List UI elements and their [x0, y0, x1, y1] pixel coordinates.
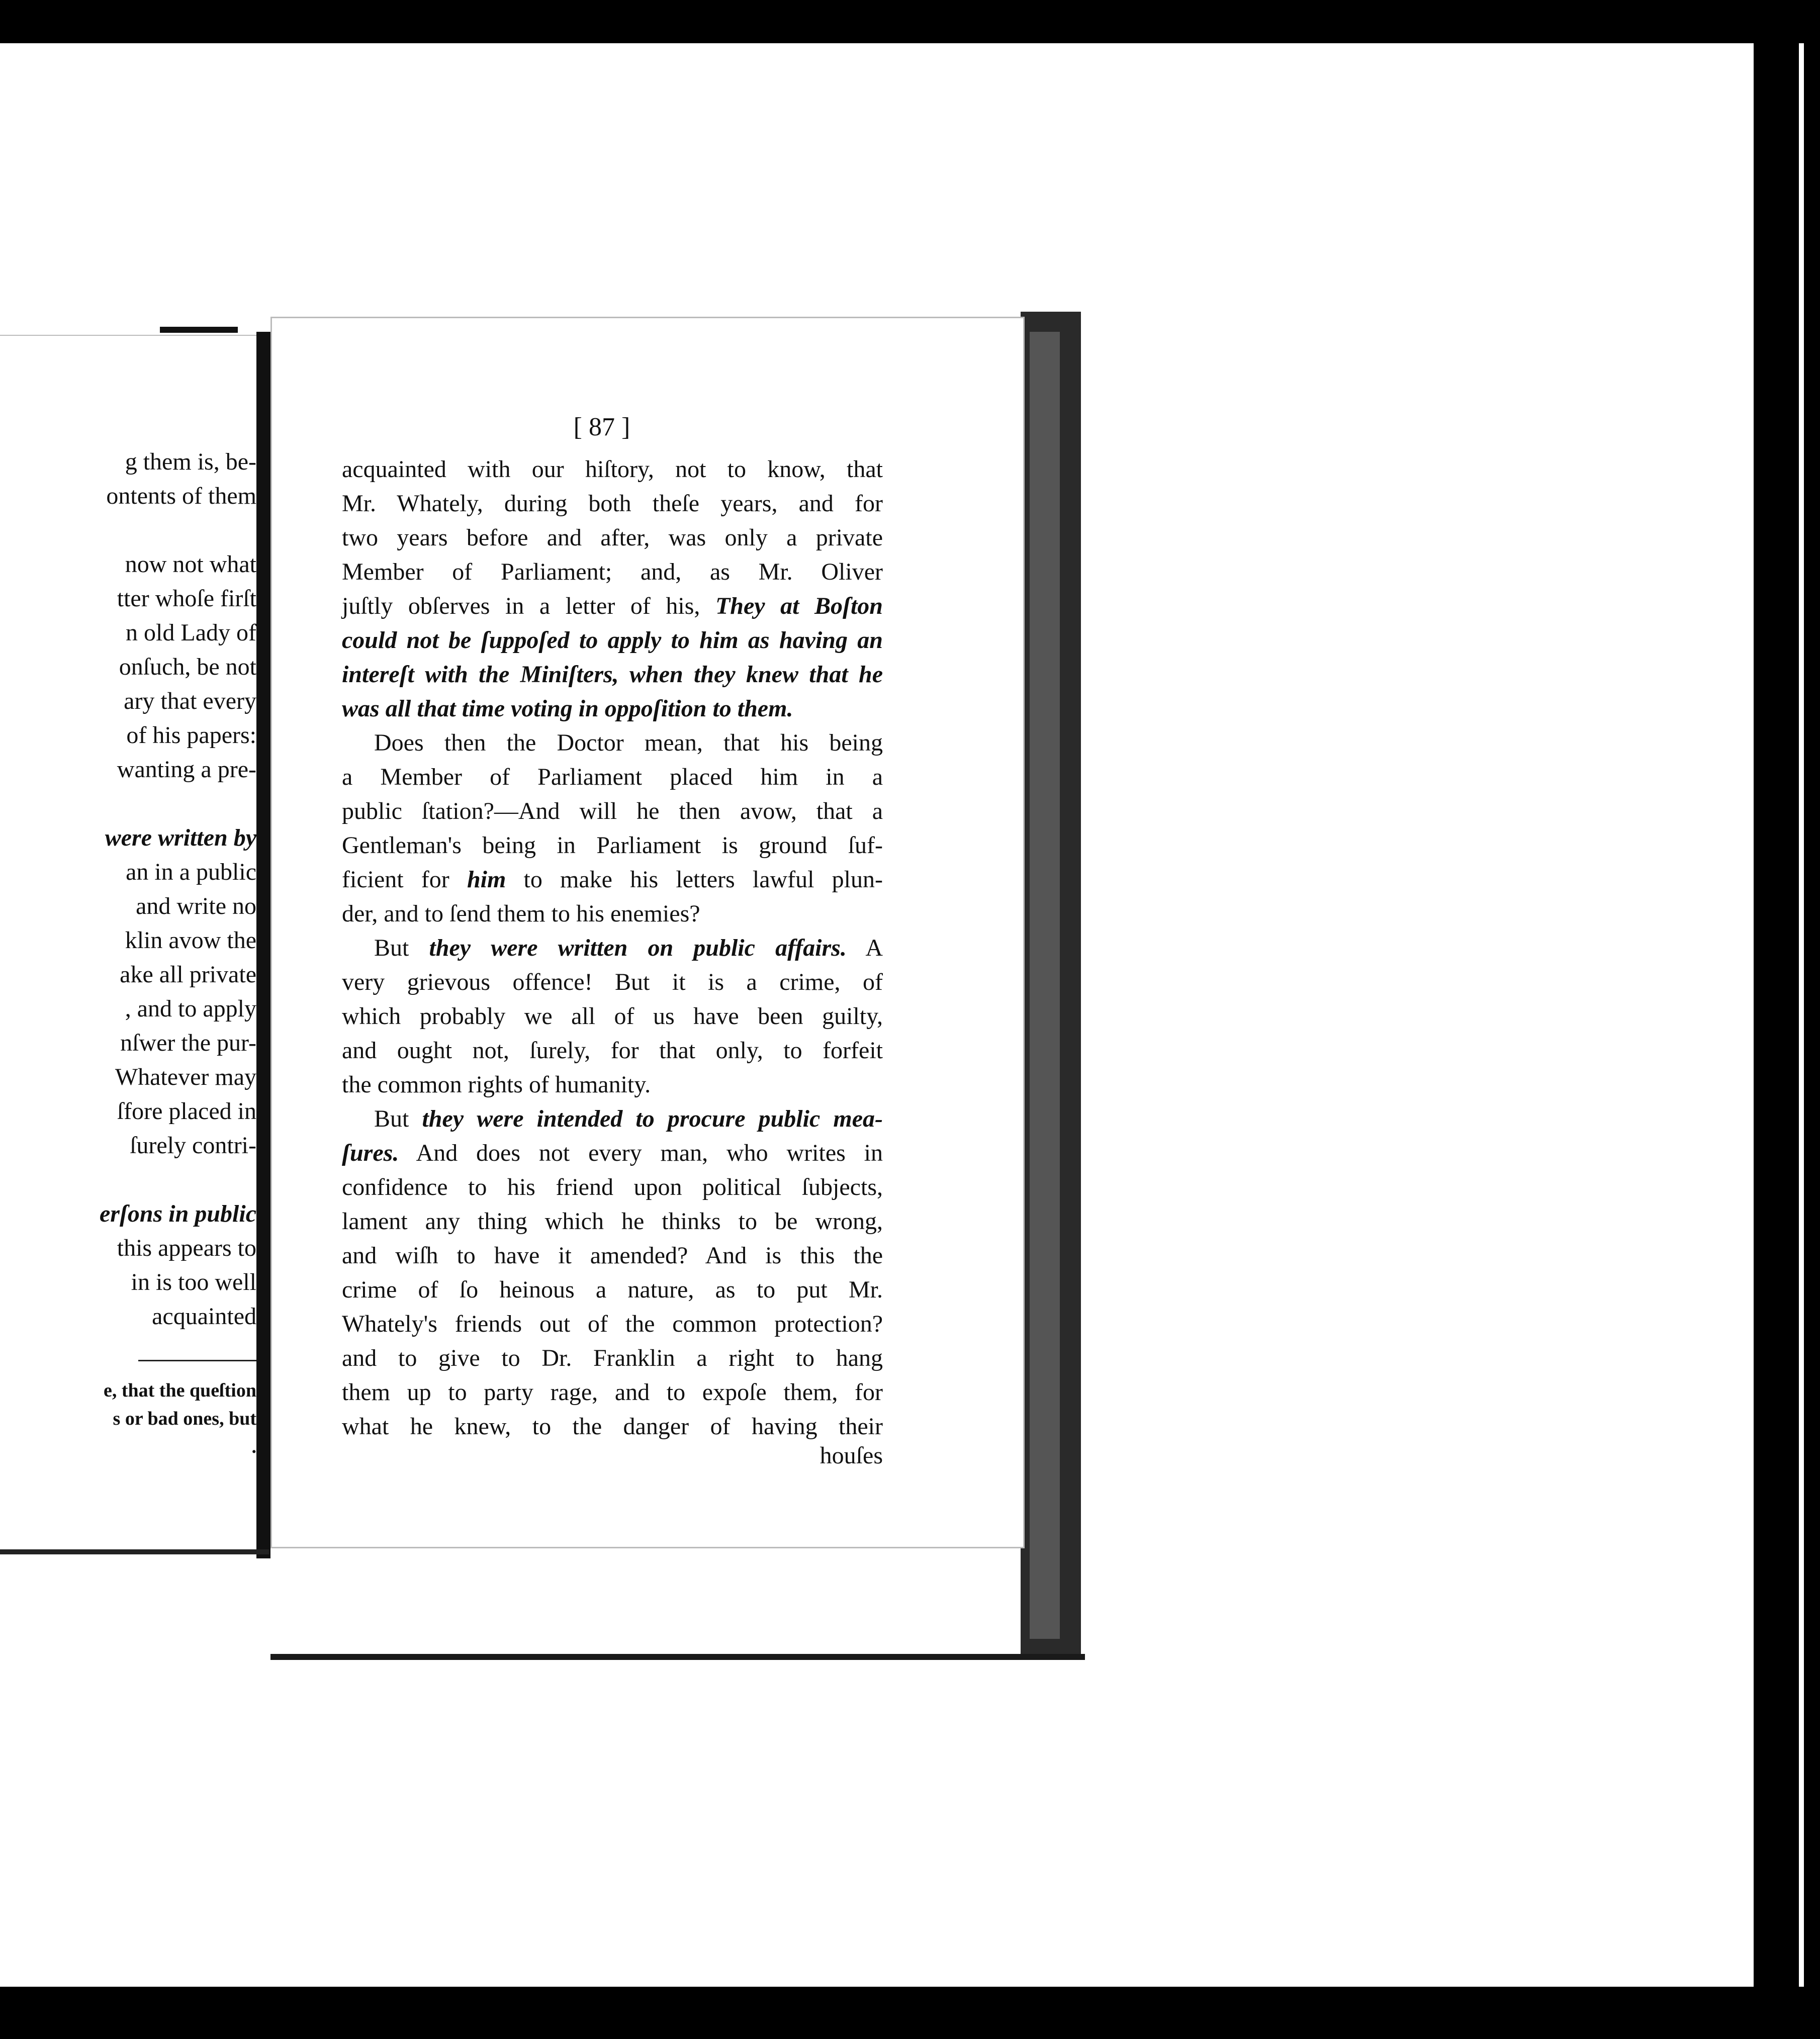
text-segment: and to give to Dr. Franklin a right to hang: [342, 1345, 883, 1371]
text-line: [342, 965, 883, 999]
text-line: [0, 1163, 256, 1197]
left-page-footnote: [0, 1376, 256, 1461]
text-line: [0, 513, 256, 547]
text-segment: ficient for: [342, 866, 467, 893]
text-segment: They at Boſton: [715, 593, 883, 619]
text-line: [342, 1034, 883, 1068]
text-line: erſons in public: [99, 1200, 256, 1227]
text-segment: confidence to his friend upon political ſubjects,: [342, 1174, 883, 1200]
text-segment: which probably we all of us have been guilty,: [342, 1003, 883, 1030]
text-line: this appears to: [117, 1235, 256, 1261]
text-segment: But: [374, 935, 429, 961]
text-line: now not what: [125, 551, 256, 578]
text-segment: Mr. Whately, during both theſe years, and for: [342, 490, 883, 517]
text-line: and write no: [136, 893, 256, 919]
text-line: [342, 1410, 883, 1444]
text-segment: them up to party rage, and to expoſe them, for: [342, 1379, 883, 1406]
text-line: [342, 658, 883, 692]
text-segment: could not be ſuppoſed to apply to him as having an: [342, 627, 883, 654]
text-line: [342, 452, 883, 487]
footnote-line: s or bad ones, but: [113, 1408, 256, 1429]
text-segment: Gentleman's being in Parliament is ground ſuf-: [342, 832, 883, 859]
text-line: [342, 931, 883, 965]
text-line: [342, 521, 883, 555]
footnote-line: e, that the queſtion: [104, 1380, 256, 1401]
right-page-bottom-edge: [270, 1654, 1085, 1660]
right-page-text: [342, 452, 883, 1444]
text-segment: acquainted with our hiſtory, not to know, that: [342, 456, 883, 483]
text-line: [342, 1136, 883, 1170]
text-line: [342, 1273, 883, 1307]
text-line: klin avow the: [125, 927, 256, 954]
text-line: [342, 1341, 883, 1375]
text-line: [342, 897, 883, 931]
footnote-rule: [138, 1360, 256, 1361]
text-line: [342, 1239, 883, 1273]
text-line: in is too well: [131, 1269, 256, 1295]
text-line: ontents of them: [106, 483, 256, 509]
text-line: an in a public: [126, 859, 256, 885]
text-line: acquainted: [152, 1303, 256, 1330]
text-segment: Whately's friends out of the common protection?: [342, 1311, 883, 1337]
text-segment: two years before and after, was only a private: [342, 524, 883, 551]
catchword: houſes: [820, 1442, 883, 1469]
text-line: onſuch, be not: [119, 654, 256, 680]
book-gutter: [256, 332, 270, 1558]
text-line: [342, 1102, 883, 1136]
text-line: g them is, be-: [125, 448, 256, 475]
scan-border-right: [1754, 43, 1820, 1987]
text-segment: But: [374, 1105, 422, 1132]
text-line: [342, 1068, 883, 1102]
book-fore-edge-shade: [1030, 332, 1060, 1639]
text-segment: what he knew, to the danger of having their: [342, 1413, 883, 1440]
text-segment: and wiſh to have it amended? And is this the: [342, 1242, 883, 1269]
text-segment: ſures.: [342, 1140, 399, 1166]
text-line: of his papers:: [126, 722, 256, 749]
text-line: [342, 487, 883, 521]
text-line: [342, 863, 883, 897]
left-page-bottom-edge: [0, 1549, 269, 1554]
text-line: [342, 692, 883, 726]
text-line: tter whoſe firſt: [117, 585, 256, 612]
text-line: n old Lady of: [126, 619, 256, 646]
text-segment: was all that time voting in oppoſition to them.: [342, 695, 793, 722]
text-segment: and ought not, ſurely, for that only, to forfeit: [342, 1037, 883, 1064]
text-line: [342, 794, 883, 828]
text-segment: to make his letters lawful plun-: [506, 866, 883, 893]
text-line: ary that every: [124, 688, 256, 714]
text-line: nſwer the pur-: [120, 1030, 256, 1056]
text-line: [342, 555, 883, 589]
left-page-text: [0, 445, 256, 1334]
text-line: [342, 999, 883, 1034]
text-segment: the common rights of humanity.: [342, 1071, 651, 1098]
text-segment: intereſt with the Miniſters, when they knew that he: [342, 661, 883, 688]
text-line: ſurely contri-: [130, 1132, 256, 1159]
text-line: [342, 1307, 883, 1341]
text-segment: And does not every man, who writes in: [399, 1140, 883, 1166]
text-segment: Does then the Doctor mean, that his being: [374, 729, 883, 756]
text-segment: they were written on public affairs.: [429, 935, 847, 961]
text-line: [342, 828, 883, 863]
left-page: [0, 335, 256, 1551]
text-line: Whatever may: [115, 1064, 256, 1090]
text-segment: lament any thing which he thinks to be wrong,: [342, 1208, 883, 1235]
text-line: [342, 726, 883, 760]
text-segment: very grievous offence! But it is a crime, of: [342, 969, 883, 995]
text-line: ake all private: [120, 961, 256, 988]
text-segment: crime of ſo heinous a nature, as to put Mr.: [342, 1276, 883, 1303]
text-line: [342, 589, 883, 623]
text-line: [342, 760, 883, 794]
text-segment: they were intended to procure public mea-: [422, 1105, 883, 1132]
text-line: , and to apply: [125, 995, 256, 1022]
text-line: [0, 787, 256, 821]
text-segment: juſtly obſerves in a letter of his,: [342, 593, 715, 619]
text-line: [342, 1204, 883, 1239]
text-line: [342, 1170, 883, 1204]
text-line: [342, 1375, 883, 1410]
text-line: ſfore placed in: [117, 1098, 256, 1125]
text-segment: public ſtation?—And will he then avow, that a: [342, 798, 883, 824]
text-segment: a Member of Parliament placed him in a: [342, 764, 883, 790]
text-segment: Member of Parliament; and, as Mr. Oliver: [342, 559, 883, 585]
left-page-top-edge: [160, 327, 238, 333]
text-line: wanting a pre-: [117, 756, 256, 783]
text-segment: him: [467, 866, 506, 893]
footnote-line: .: [251, 1436, 256, 1457]
text-segment: A: [846, 935, 883, 961]
text-line: [342, 623, 883, 658]
page-number: [ 87 ]: [573, 413, 630, 441]
text-segment: der, and to ſend them to his enemies?: [342, 900, 700, 927]
text-line: were written by: [105, 824, 256, 851]
scan-border-notch: [1799, 43, 1804, 1987]
